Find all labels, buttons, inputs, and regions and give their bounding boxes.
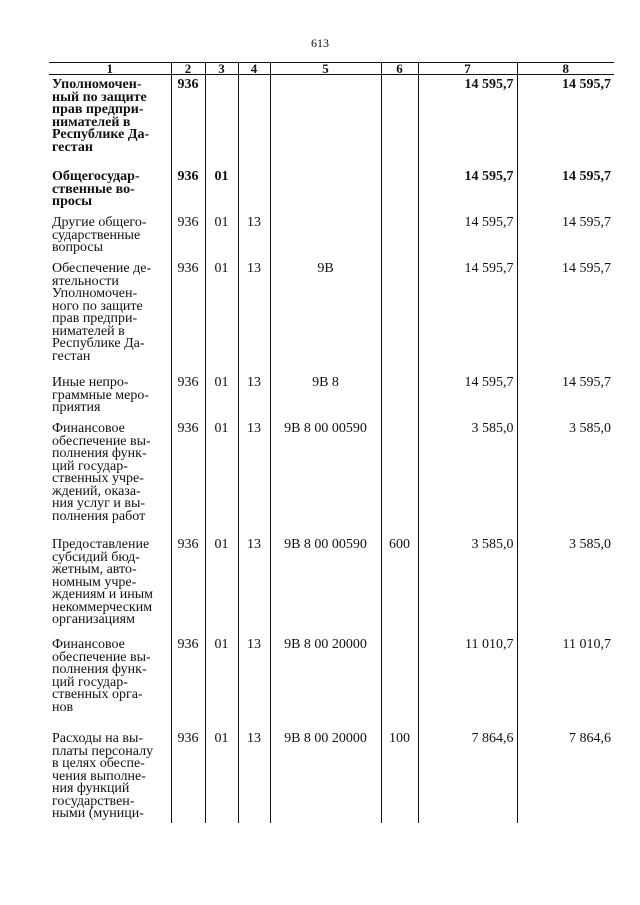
cell-name: Другие общего- сударственные вопросы bbox=[52, 215, 147, 255]
cell-amount-1: 14 595,7 bbox=[418, 213, 517, 259]
cell-amount-2: 11 010,7 bbox=[517, 635, 614, 729]
cell-subsection: 13 bbox=[238, 729, 270, 823]
budget-table bbox=[49, 62, 614, 823]
col-header-8: 8 bbox=[517, 63, 614, 75]
cell-ministry: 936 bbox=[171, 167, 205, 213]
table-row bbox=[49, 729, 614, 823]
cell-name: Финансовое обеспечение вы- полнения функ- ций государ- ственных орга- нов bbox=[52, 637, 151, 715]
table-row bbox=[49, 167, 614, 213]
cell-ministry: 936 bbox=[171, 635, 205, 729]
cell-amount-2: 14 595,7 bbox=[517, 213, 614, 259]
cell-amount-1: 7 864,6 bbox=[418, 729, 517, 823]
cell-target-item: 9В 8 00 20000 bbox=[270, 729, 381, 823]
cell-ministry: 936 bbox=[171, 373, 205, 419]
cell-section: 01 bbox=[205, 419, 238, 535]
cell-section: 01 bbox=[205, 729, 238, 823]
cell-expense-type: 100 bbox=[381, 729, 418, 823]
cell-subsection bbox=[238, 75, 270, 168]
cell-name: Общегосудар- ственные во- просы bbox=[52, 169, 140, 209]
col-header-6: 6 bbox=[381, 63, 418, 75]
cell-ministry: 936 bbox=[171, 213, 205, 259]
cell-subsection: 13 bbox=[238, 635, 270, 729]
cell-section: 01 bbox=[205, 167, 238, 213]
cell-name: Уполномочен- ный по защите прав предпри- нимателей в Республике Да- гестан bbox=[52, 77, 150, 155]
cell-section: 01 bbox=[205, 259, 238, 373]
cell-target-item bbox=[270, 167, 381, 213]
cell-amount-1: 14 595,7 bbox=[418, 259, 517, 373]
cell-amount-2: 14 595,7 bbox=[517, 259, 614, 373]
table-row bbox=[49, 259, 614, 373]
cell-ministry: 936 bbox=[171, 75, 205, 168]
cell-ministry: 936 bbox=[171, 259, 205, 373]
cell-name: Финансовое обеспечение вы- полнения функ- ций государ- ственных учре- ждений, оказа- ния услуг и вы- полнения работ bbox=[52, 421, 151, 524]
cell-section: 01 bbox=[205, 373, 238, 419]
cell-expense-type bbox=[381, 167, 418, 213]
cell-amount-1: 14 595,7 bbox=[418, 167, 517, 213]
table-row bbox=[49, 75, 614, 168]
cell-amount-1: 3 585,0 bbox=[418, 419, 517, 535]
cell-target-item: 9В 8 00 00590 bbox=[270, 419, 381, 535]
cell-ministry: 936 bbox=[171, 729, 205, 823]
table-row bbox=[49, 213, 614, 259]
cell-expense-type bbox=[381, 635, 418, 729]
cell-target-item bbox=[270, 75, 381, 168]
cell-subsection: 13 bbox=[238, 535, 270, 635]
table-row bbox=[49, 535, 614, 635]
cell-section bbox=[205, 75, 238, 168]
table-row bbox=[49, 419, 614, 535]
col-header-1: 1 bbox=[49, 63, 171, 75]
cell-expense-type bbox=[381, 75, 418, 168]
cell-target-item: 9В 8 bbox=[270, 373, 381, 419]
cell-subsection: 13 bbox=[238, 373, 270, 419]
cell-amount-1: 14 595,7 bbox=[418, 373, 517, 419]
col-header-2: 2 bbox=[171, 63, 205, 75]
cell-name: Обеспечение де- ятельности Уполномочен- ного по защите прав предпри- нимателей в Республике Да- гестан bbox=[52, 261, 152, 364]
cell-target-item: 9В bbox=[270, 259, 381, 373]
cell-section: 01 bbox=[205, 535, 238, 635]
cell-expense-type bbox=[381, 213, 418, 259]
cell-expense-type bbox=[381, 259, 418, 373]
cell-amount-2: 14 595,7 bbox=[517, 167, 614, 213]
cell-amount-1: 3 585,0 bbox=[418, 535, 517, 635]
table-body bbox=[49, 75, 614, 824]
cell-subsection: 13 bbox=[238, 419, 270, 535]
cell-amount-2: 14 595,7 bbox=[517, 373, 614, 419]
cell-target-item bbox=[270, 213, 381, 259]
cell-amount-1: 14 595,7 bbox=[418, 75, 517, 168]
cell-subsection bbox=[238, 167, 270, 213]
cell-amount-2: 14 595,7 bbox=[517, 75, 614, 168]
cell-amount-2: 3 585,0 bbox=[517, 535, 614, 635]
cell-target-item: 9В 8 00 00590 bbox=[270, 535, 381, 635]
col-header-7: 7 bbox=[418, 63, 517, 75]
col-header-3: 3 bbox=[205, 63, 238, 75]
cell-expense-type bbox=[381, 373, 418, 419]
cell-target-item: 9В 8 00 20000 bbox=[270, 635, 381, 729]
cell-expense-type bbox=[381, 419, 418, 535]
cell-amount-2: 7 864,6 bbox=[517, 729, 614, 823]
table-row bbox=[49, 373, 614, 419]
cell-amount-2: 3 585,0 bbox=[517, 419, 614, 535]
table-row bbox=[49, 635, 614, 729]
cell-name: Предоставление субсидий бюд- жетным, авто- номным учре- ждениям и иным некоммерческим организациям bbox=[52, 537, 154, 627]
cell-subsection: 13 bbox=[238, 213, 270, 259]
page-number: 613 bbox=[311, 36, 329, 50]
cell-section: 01 bbox=[205, 635, 238, 729]
cell-ministry: 936 bbox=[171, 535, 205, 635]
cell-name: Расходы на вы- платы персоналу в целях обеспе- чения выполне- ния функций государствен- ными (муници- bbox=[52, 731, 154, 821]
cell-amount-1: 11 010,7 bbox=[418, 635, 517, 729]
col-header-5: 5 bbox=[270, 63, 381, 75]
col-header-4: 4 bbox=[238, 63, 270, 75]
cell-subsection: 13 bbox=[238, 259, 270, 373]
cell-expense-type: 600 bbox=[381, 535, 418, 635]
cell-name: Иные непро- граммные меро- приятия bbox=[52, 375, 150, 415]
header-row bbox=[49, 63, 614, 75]
cell-section: 01 bbox=[205, 213, 238, 259]
cell-ministry: 936 bbox=[171, 419, 205, 535]
